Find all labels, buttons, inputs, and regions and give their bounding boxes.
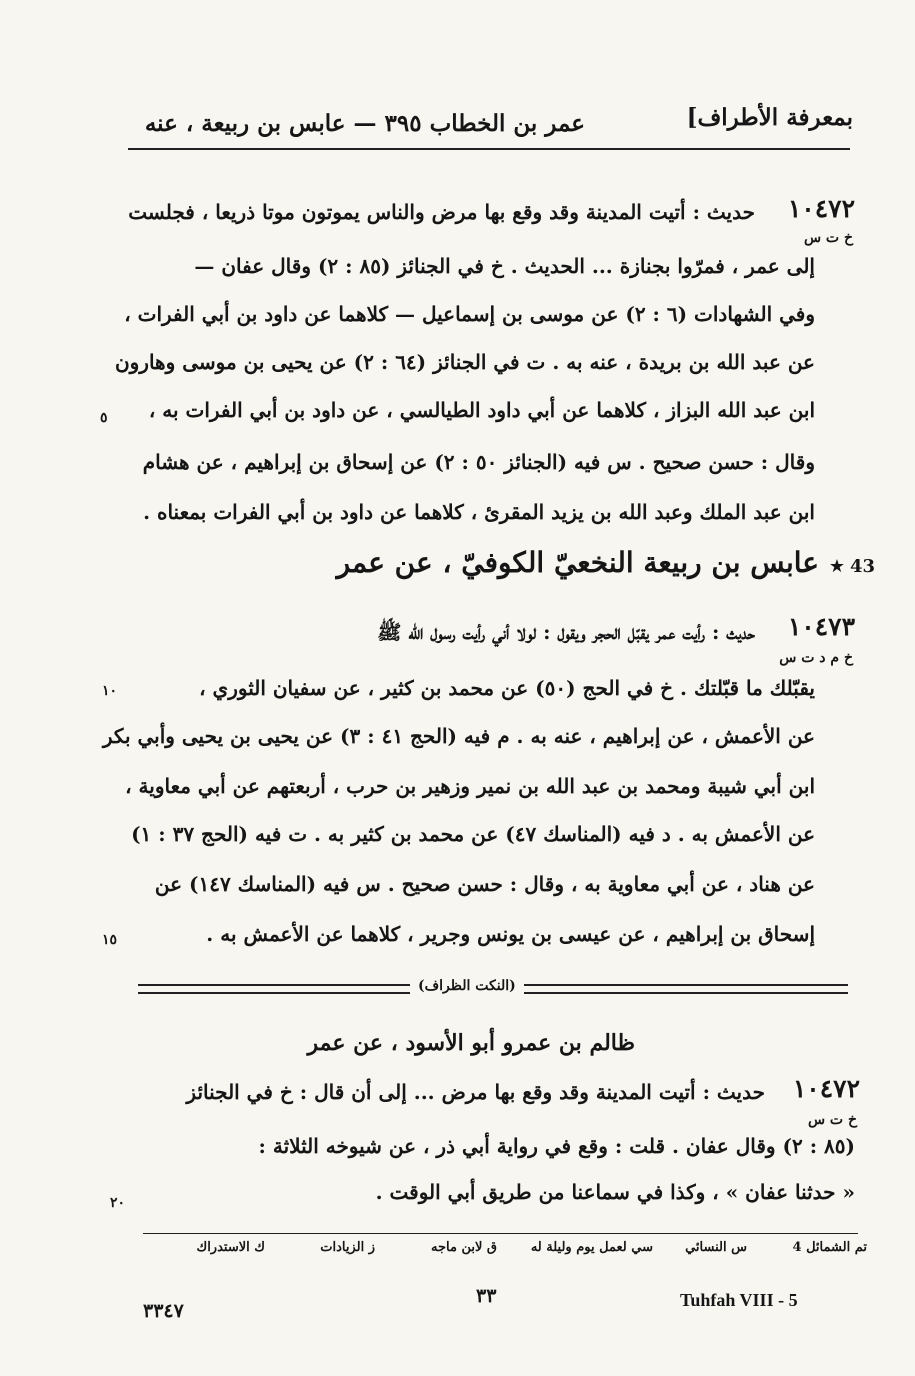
- margin-line-number: ١٥: [102, 932, 118, 948]
- footer-left-number: ٣٣٤٧: [143, 1300, 184, 1322]
- text-line: « حدثنا عفان » ، وكذا في سماعنا من طريق أبي الوقت .: [375, 1180, 855, 1204]
- text-line: عن الأعمش به . د فيه (المناسك ٤٧) عن محمد بن كثير به . ت فيه (الحج ٣٧ : ١): [131, 822, 815, 846]
- section-title: عابس بن ربيعة النخعيّ الكوفيّ ، عن عمر: [336, 546, 819, 579]
- hadith-sigla: خ م د ت س: [779, 650, 853, 666]
- text-line: ابن عبد الملك وعبد الله بن يزيد المقرئ ، كلاهما عن داود بن أبي الفرات بمعناه .: [143, 500, 815, 524]
- running-header-center: عمر بن الخطاب ٣٩٥ — عابس بن ربيعة ، عنه: [144, 110, 585, 137]
- abbreviation-item: ز الزيادات: [320, 1240, 375, 1255]
- text-line: إسحاق بن إبراهيم ، عن عيسى بن يونس وجرير ، كلاهما عن الأعمش به .: [206, 922, 815, 946]
- text-line: ابن عبد الله البزاز ، كلاهما عن أبي داود الطيالسي ، عن داود بن أبي الفرات به ،: [148, 398, 815, 422]
- hadith-sigla: خ ت س: [807, 1112, 857, 1128]
- hadith-number: ١٠٤٧٢: [787, 194, 855, 223]
- text-line: يقبّلك ما قبّلتك . خ في الحج (٥٠) عن محمد بن كثير ، عن سفيان الثوري ،: [199, 676, 815, 700]
- page-number: ٣٣: [476, 1285, 497, 1307]
- abbreviation-item: س النسائي: [685, 1240, 747, 1255]
- header-rule: [128, 148, 850, 150]
- text-line: حديث : رأيت عمر يقبّل الحجر ويقول : لولا أني رأيت رسول الله ﷺ: [377, 620, 755, 644]
- abbreviation-item: ك الاستدراك: [196, 1240, 265, 1255]
- text-line: وفي الشهادات (٦ : ٢) عن موسى بن إسماعيل — كلاهما عن داود بن أبي الفرات ،: [124, 302, 815, 326]
- nukat-heading: ظالم بن عمرو أبو الأسود ، عن عمر: [307, 1030, 635, 1056]
- text-line: عن الأعمش ، عن إبراهيم ، عنه به . م فيه (الحج ٤١ : ٣) عن يحيى بن يحيى وأبي بكر: [102, 724, 815, 748]
- text-line: حديث : أتيت المدينة وقد وقع بها مرض والناس يموتون موتا ذريعا ، فجلست: [128, 200, 755, 224]
- abbreviation-item: تم الشمائل 4: [792, 1240, 867, 1255]
- star-icon: ★: [828, 556, 845, 577]
- hadith-sigla: خ ت س: [803, 230, 853, 246]
- text-line: عن هناد ، عن أبي معاوية به ، وقال : حسن صحيح . س فيه (المناسك ١٤٧) عن: [154, 872, 815, 896]
- running-header-right: بمعرفة الأطراف]: [686, 104, 853, 131]
- text-line: ابن أبي شيبة ومحمد بن عبد الله بن نمير وزهير بن حرب ، أربعتهم عن أبي معاوية ،: [125, 774, 815, 798]
- hadith-number: ١٠٤٧٢: [792, 1074, 860, 1103]
- margin-line-number: ١٠: [102, 683, 118, 699]
- separator-label: (النكت الظراف): [410, 978, 524, 994]
- text-line: عن عبد الله بن بريدة ، عنه به . ت في الجنائز (٦٤ : ٢) عن يحيى بن موسى وهارون: [114, 350, 815, 374]
- text-line: وقال : حسن صحيح . س فيه (الجنائز ٥٠ : ٢) عن إسحاق بن إبراهيم ، عن هشام: [142, 450, 815, 474]
- text-line: إلى عمر ، فمرّوا بجنازة ... الحديث . خ في الجنائز (٨٥ : ٢) وقال عفان —: [194, 254, 815, 278]
- footnote-rule: [143, 1233, 858, 1234]
- text-line: حديث : أتيت المدينة وقد وقع بها مرض ... إلى أن قال : خ في الجنائز: [186, 1080, 765, 1104]
- text-line: (٨٥ : ٢) وقال عفان . قلت : وقع في رواية أبي ذر ، عن شيوخه الثلاثة :: [258, 1134, 855, 1158]
- hadith-number: ١٠٤٧٣: [787, 612, 855, 641]
- margin-line-number: ٥: [100, 410, 108, 426]
- abbreviation-item: سي لعمل يوم وليلة له: [530, 1240, 653, 1255]
- margin-line-number: ٢٠: [110, 1195, 126, 1211]
- section-number: 43: [849, 556, 875, 577]
- volume-label: Tuhfah VIII - 5: [680, 1290, 798, 1310]
- abbreviation-item: ق لابن ماجه: [431, 1240, 497, 1255]
